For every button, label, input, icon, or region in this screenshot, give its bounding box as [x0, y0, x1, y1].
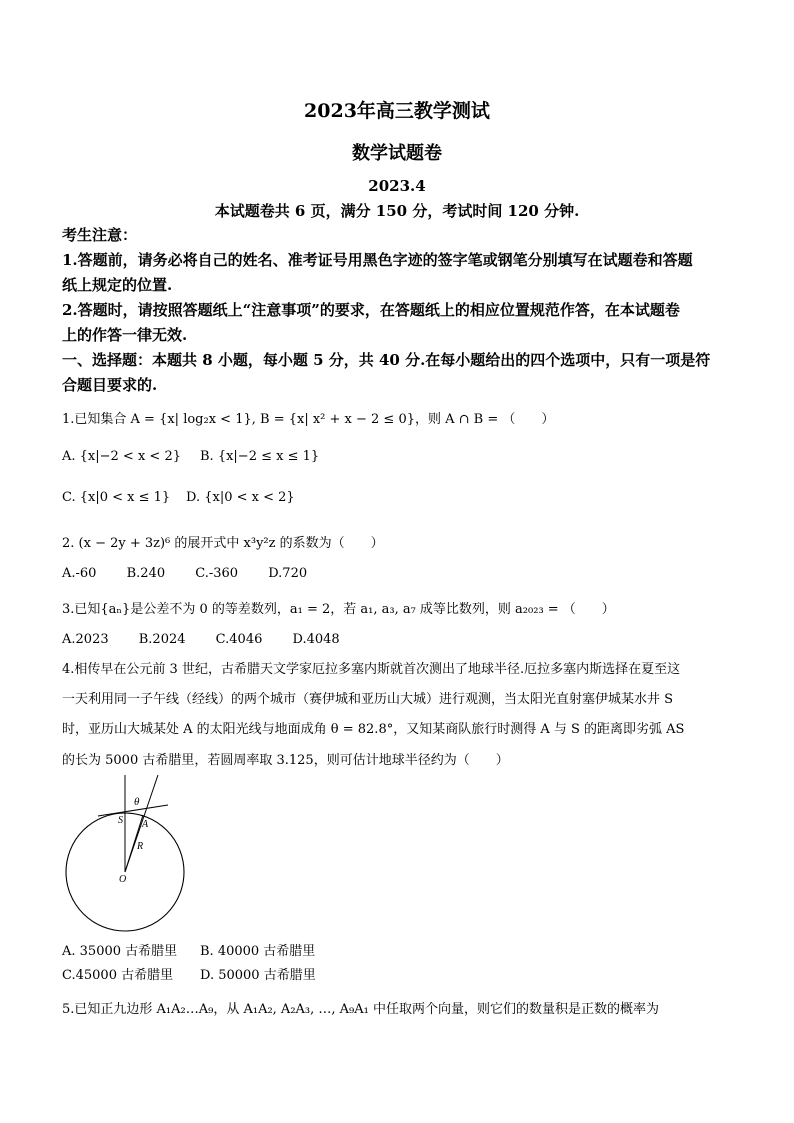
section-1-line-2: 合题目要求的. [62, 376, 158, 394]
center-o-label: O [119, 874, 127, 885]
q2-options [62, 566, 333, 581]
q4-option-d: D. 50000 古希腊里 [200, 968, 316, 983]
q3-option-d: D.4048 [292, 632, 340, 647]
q3-option-c: C.4046 [215, 632, 263, 647]
radius-r-label: R [137, 841, 144, 852]
q1-option-a: A. {x|−2 < x < 2} [62, 449, 181, 464]
q4-line-2: 一天利用同一子午线（经线）的两个城市（赛伊城和亚历山大城）进行观测，当太阳光直射塞伊城某水井 S [62, 692, 674, 707]
q3-stem: 3.已知{aₙ}是公差不为 0 的等差数列，a₁ = 2，若 a₁, a₃, a₇ 成等比数列，则 a₂₀₂₃ = （ ） [62, 602, 615, 617]
q4-option-c: C.45000 古希腊里 [62, 968, 174, 983]
q1-option-c: C. {x|0 < x ≤ 1} [62, 490, 171, 505]
q3-option-b: B.2024 [138, 632, 186, 647]
q2-option-b: B.240 [126, 566, 166, 581]
q3-options [62, 632, 366, 647]
page-subtitle: 数学试题卷 [352, 143, 442, 164]
q1-option-d: D. {x|0 < x < 2} [186, 490, 295, 505]
q4-line-4: 的长为 5000 古希腊里，若圆周率取 3.125，则可估计地球半径约为（ ） [62, 753, 509, 768]
q5-stem: 5.已知正九边形 A₁A₂…A₉，从 A₁A₂, A₂A₃, …, A₉A₁ 中任取两个向量，则它们的数量积是正数的概率为 [62, 1002, 659, 1017]
q2-stem: 2. (x − 2y + 3z)⁶ 的展开式中 x³y²z 的系数为（ ） [62, 536, 384, 551]
q4-option-b: B. 40000 古希腊里 [200, 944, 316, 959]
page-title: 2023年高三教学测试 [304, 100, 490, 122]
q1-stem: 1.已知集合 A = {x| log₂x < 1}, B = {x| x² + x − 2 ≤ 0}，则 A ∩ B = （ ） [62, 412, 555, 427]
q2-option-a: A.-60 [62, 566, 97, 581]
notice-item-1-line-2: 纸上规定的位置. [62, 276, 173, 294]
point-s-label: S [118, 815, 123, 826]
q1-option-b: B. {x|−2 ≤ x ≤ 1} [200, 449, 320, 464]
q4-option-a: A. 35000 古希腊里 [62, 944, 178, 959]
notice-item-1-line-1: 1.答题前，请务必将自己的姓名、准考证号用黑色字迹的签字笔或钢笔分别填写在试题卷和答题 [62, 251, 693, 269]
tangent-line [98, 805, 168, 816]
q4-line-1: 4.相传早在公元前 3 世纪，古希腊天文学家厄拉多塞内斯就首次测出了地球半径.厄拉多塞内斯选择在夏至这 [62, 662, 681, 677]
exam-info: 本试题卷共 6 页，满分 150 分，考试时间 120 分钟. [214, 202, 580, 220]
section-1-line-1: 一、选择题：本题共 8 小题，每小题 5 分，共 40 分.在每小题给出的四个选项中，只有一项是符 [62, 351, 711, 369]
q3-option-a: A.2023 [62, 632, 109, 647]
q2-option-d: D.720 [268, 566, 308, 581]
point-a-label: A [142, 819, 149, 830]
theta-label: θ [134, 796, 140, 808]
q4-line-3: 时，亚历山大城某处 A 的太阳光线与地面成角 θ = 82.8°，又知某商队旅行时测得 A 与 S 的距离即劣弧 AS [62, 722, 685, 737]
earth-figure [58, 775, 198, 933]
notice-item-2-line-2: 上的作答一律无效. [62, 326, 188, 344]
exam-date: 2023.4 [368, 177, 426, 195]
q2-option-c: C.-360 [195, 566, 239, 581]
notice-item-2-line-1: 2.答题时，请按照答题纸上“注意事项”的要求，在答题纸上的相应位置规范作答，在本试题卷 [62, 301, 680, 319]
notice-heading: 考生注意： [62, 226, 138, 244]
